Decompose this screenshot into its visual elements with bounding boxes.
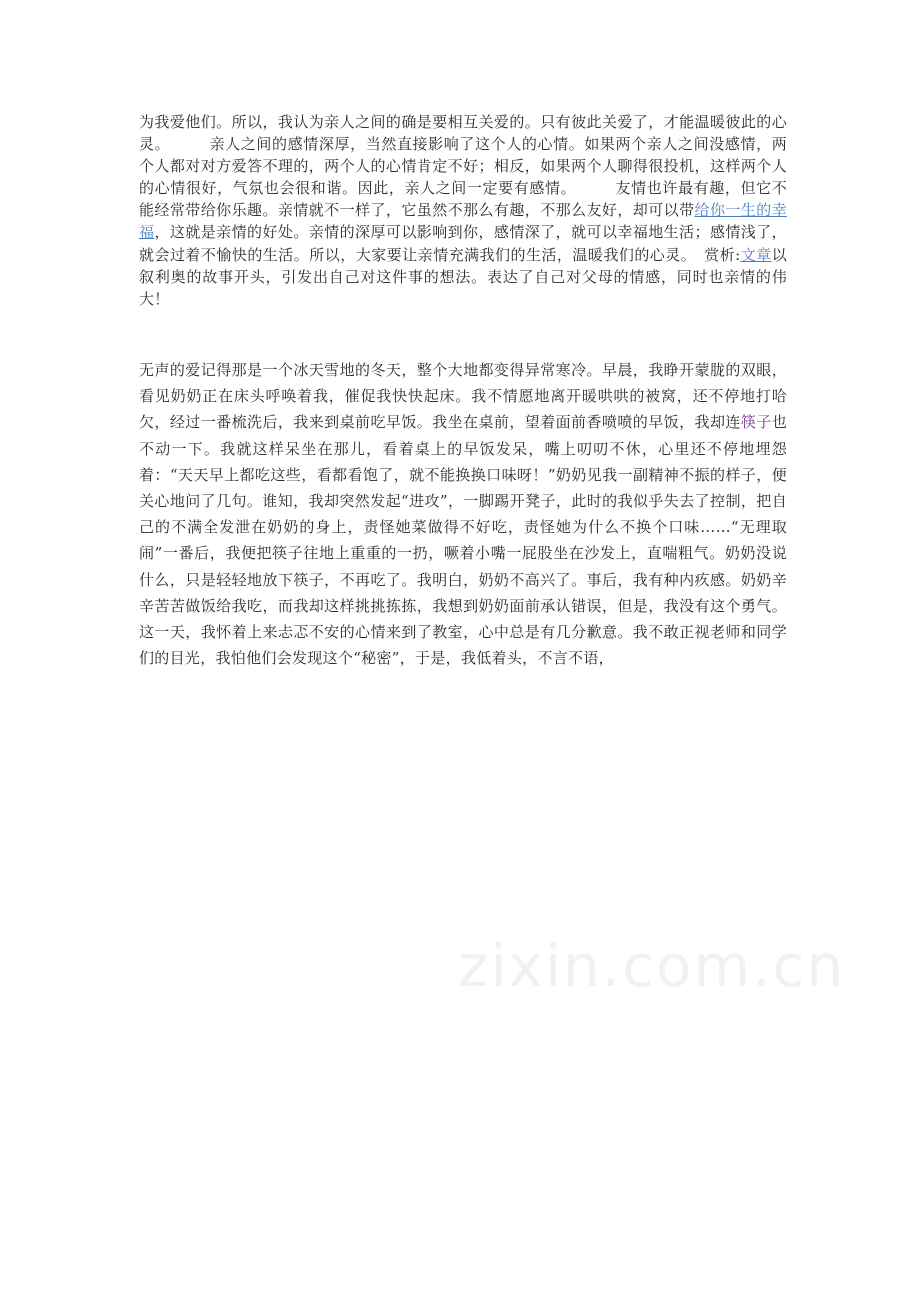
link-lifelong-happiness[interactable]: 给你一生的幸福 [139,201,787,242]
paragraph1-text-b: ，这就是亲情的好处。亲情的深厚可以影响到你，感情深了，就可以幸福地生活；感情浅了，就会过着不愉快的生活。所以，大家要让亲情充满我们的生活，温暖我们的心灵。 赏析: [139,223,787,264]
paragraph-family-love [139,111,787,310]
chopsticks-keyword: 筷子 [740,413,772,432]
paragraph2-text-b: 也不动一下。我就这样呆坐在那儿，看着桌上的早饭发呆，嘴上叨叨不休，心里还不停地埋怨着：“天天早上都吃这些，看都看饱了，就不能换换口味呀！”奶奶见我一副精神不振的样子，便关心地问了几句。谁知，我却突然发起“进攻”，一脚踢开凳子，此时的我似乎失去了控制，把自己的不满全发泄在奶奶的身上，责怪她菜做得不好吃，责怪她为什么不换个口味……“无理取闹”一番后，我便把筷子往地上重重的一扔，噘着小嘴一屁股坐在沙发上，直喘粗气。奶奶没说什么，只是轻轻地放下筷子，不再吃了。我明白，奶奶不高兴了。事后，我有种内疚感。奶奶辛辛苦苦做饭给我吃，而我却这样挑挑拣拣，我想到奶奶面前承认错误，但是，我没有这个勇气。这一天，我怀着上来忐忑不安的心情来到了教室，心中总是有几分歉意。我不敢正视老师和同学们的目光，我怕他们会发现这个“秘密”，于是，我低着头，不言不语， [139,413,787,668]
paragraph2-text-a: 无声的爱记得那是一个冰天雪地的冬天，整个大地都变得异常寒冷。早晨，我睁开蒙胧的双眼，看见奶奶正在床头呼唤着我，催促我快快起床。我不情愿地离开暖哄哄的被窝，还不停地打哈欠，经过一番梳洗后，我来到桌前吃早饭。我坐在桌前，望着面前香喷喷的早饭，我却连 [139,361,787,432]
watermark: zixin.com.cn [458,932,846,1000]
paragraph-silent-love [139,357,787,671]
link-article[interactable]: 文章 [740,245,772,264]
paragraph1-text-c: 以叙利奥的故事开头，引发出自己对这件事的想法。表达了自己对父母的情感，同时也亲情的伟大！ [139,245,787,308]
paragraph1-text-a: 为我爱他们。所以，我认为亲人之间的确是要相互关爱的。只有彼此关爱了，才能温暖彼此的心灵。 亲人之间的感情深厚，当然直接影响了这个人的心情。如果两个亲人之间没感情，两个人都对对方爱答不理的，两个人的心情肯定不好；相反，如果两个人聊得很投机，这样两个人的心情很好，气氛也会很和谐。因此，亲人之间一定要有感情。 友情也许最有趣，但它不能经常带给你乐趣。亲情就不一样了，它虽然不那么有趣，不那么友好，却可以带 [139,113,787,220]
